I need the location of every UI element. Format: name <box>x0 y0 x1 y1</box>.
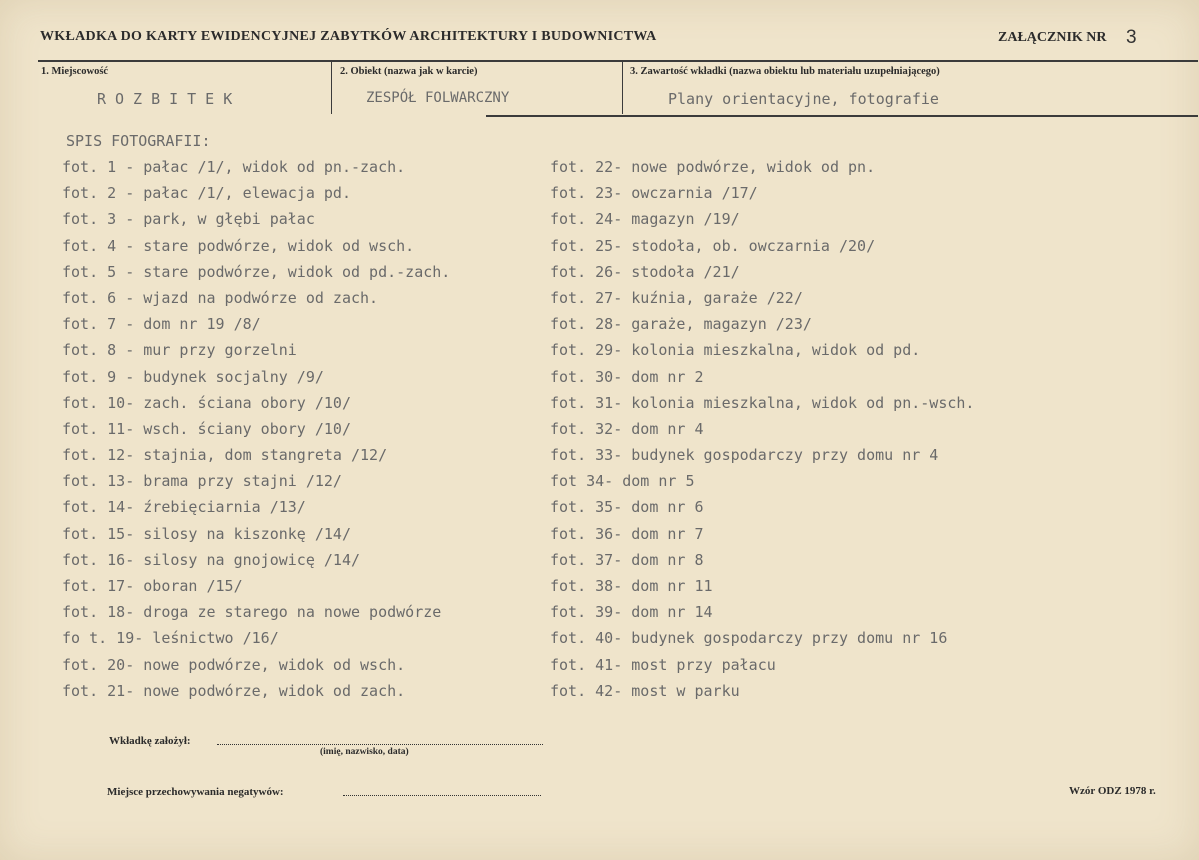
photo-entry: fot. 8 - mur przy gorzelni <box>62 341 297 360</box>
photo-entry: fot. 2 - pałac /1/, elewacja pd. <box>62 184 351 203</box>
created-by-label: Wkładkę założył: <box>109 735 191 747</box>
photo-entry: fot. 38- dom nr 11 <box>550 577 713 595</box>
photo-entry: fot. 12- stajnia, dom stangreta /12/ <box>62 446 388 465</box>
photo-entry: fot. 7 - dom nr 19 /8/ <box>62 315 261 334</box>
photo-entry: fot. 14- źrebięciarnia /13/ <box>62 498 306 517</box>
field-divider-2 <box>622 62 623 114</box>
photo-entry: fot 34- dom nr 5 <box>550 472 695 491</box>
photo-entry: fot. 41- most przy pałacu <box>550 655 776 674</box>
photo-entry: fot. 35- dom nr 6 <box>550 498 704 517</box>
photo-entry: fot. 31- kolonia mieszkalna, widok od pn.-wsch. <box>550 393 975 412</box>
photo-entry: fot. 42- most w parku <box>550 681 740 700</box>
form-title: WKŁADKA DO KARTY EWIDENCYJNEJ ZABYTKÓW ARCHITEKTURY I BUDOWNICTWA <box>40 29 657 44</box>
photo-list-right <box>550 156 974 706</box>
locality-label: 1. Miejscowość <box>41 66 109 77</box>
locality-value: ROZBITEK <box>97 90 242 108</box>
photo-entry: fot. 27- kuźnia, garaże /22/ <box>550 288 803 307</box>
photo-entry: fot. 9 - budynek socjalny /9/ <box>62 367 324 386</box>
negatives-label: Miejsce przechowywania negatywów: <box>107 786 284 798</box>
created-by-hint: (imię, nazwisko, data) <box>320 747 409 757</box>
photo-entry: fot. 20- nowe podwórze, widok od wsch. <box>62 655 406 674</box>
photo-list-heading: SPIS FOTOGRAFII: <box>66 132 211 150</box>
photo-entry: fot. 3 - park, w głębi pałac <box>62 210 315 229</box>
photo-entry: fot. 25- stodoła, ob. owczarnia /20/ <box>550 236 876 255</box>
photo-entry: fot. 26- stodoła /21/ <box>550 262 740 281</box>
field-divider-1 <box>331 62 332 114</box>
photo-entry: fot. 24- magazyn /19/ <box>550 210 740 229</box>
header-rule-top <box>38 60 1198 62</box>
photo-list-left <box>62 156 450 706</box>
photo-entry: fot. 32- dom nr 4 <box>550 419 704 438</box>
header-rule-bottom <box>486 115 1198 117</box>
contents-label: 3. Zawartość wkładki (nazwa obiektu lub materiału uzupełniającego) <box>630 66 940 77</box>
photo-entry: fot. 11- wsch. ściany obory /10/ <box>62 419 351 438</box>
photo-entry: fot. 4 - stare podwórze, widok od wsch. <box>62 236 415 255</box>
photo-entry: fot. 29- kolonia mieszkalna, widok od pd. <box>550 341 921 360</box>
photo-entry: fot. 30- dom nr 2 <box>550 367 704 386</box>
created-by-line <box>217 744 543 745</box>
photo-entry: fot. 5 - stare podwórze, widok od pd.-zach. <box>62 262 451 281</box>
photo-entry: fot. 13- brama przy stajni /12/ <box>62 472 342 491</box>
photo-entry: fot. 33- budynek gospodarczy przy domu nr 4 <box>550 446 939 465</box>
photo-entry: fot. 22- nowe podwórze, widok od pn. <box>550 158 876 176</box>
form-model: Wzór ODZ 1978 r. <box>1069 785 1156 797</box>
photo-entry: fot. 23- owczarnia /17/ <box>550 184 758 203</box>
photo-entry: fot. 36- dom nr 7 <box>550 524 704 543</box>
photo-entry: fot. 15- silosy na kiszonkę /14/ <box>62 524 351 543</box>
object-value: ZESPÓŁ FOLWARCZNY <box>366 90 510 106</box>
photo-entry: fot. 37- dom nr 8 <box>550 550 704 569</box>
photo-entry: fot. 6 - wjazd na podwórze od zach. <box>62 288 379 307</box>
negatives-line <box>343 795 541 796</box>
photo-entry: fot. 10- zach. ściana obory /10/ <box>62 393 351 412</box>
photo-entry: fot. 17- oboran /15/ <box>62 577 243 595</box>
contents-value: Plany orientacyjne, fotografie <box>668 90 939 108</box>
photo-entry: fot. 16- silosy na gnojowicę /14/ <box>62 550 361 569</box>
annex-label: ZAŁĄCZNIK NR <box>998 30 1107 45</box>
annex-number: 3 <box>1126 27 1137 48</box>
photo-entry: fot. 18- droga ze starego na nowe podwórze <box>62 603 442 622</box>
object-label: 2. Obiekt (nazwa jak w karcie) <box>340 66 478 77</box>
photo-entry: fot. 39- dom nr 14 <box>550 603 713 622</box>
photo-entry: fot. 28- garaże, magazyn /23/ <box>550 315 812 334</box>
photo-entry: fo t. 19- leśnictwo /16/ <box>62 629 279 648</box>
photo-entry: fot. 40- budynek gospodarczy przy domu nr 16 <box>550 629 948 648</box>
photo-entry: fot. 21- nowe podwórze, widok od zach. <box>62 681 406 700</box>
photo-entry: fot. 1 - pałac /1/, widok od pn.-zach. <box>62 158 406 176</box>
